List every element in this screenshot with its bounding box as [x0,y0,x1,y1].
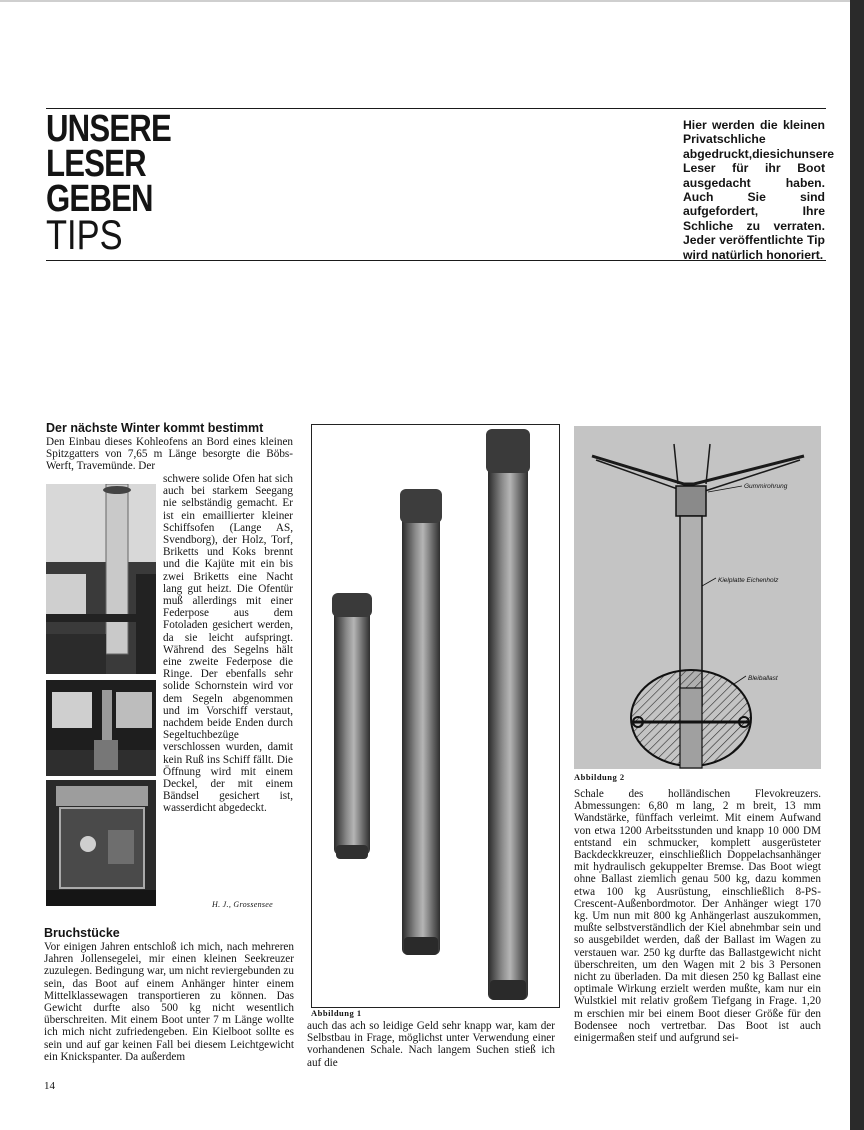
article1-heading: Der nächste Winter kommt bestimmt [46,421,264,435]
article2-heading: Bruchstücke [44,926,120,940]
drawing-label: Bleiballast [748,675,778,682]
article2-column2: auch das ach so leidige Geld sehr knapp war, kam der Selbstbau in Frage, möglichst unter Verwendung einer vorhandenen Schale. Nach langem Suchen stieß ich auf die [307,1020,555,1069]
banner-title-line: UNSERE [46,108,171,150]
figure1-caption: Abbildung 1 [311,1008,362,1018]
page-top-edge [0,0,864,2]
drawing-label: Gummirohrung [744,483,788,490]
stove-photo-exterior [46,484,156,674]
banner-title-line: TIPS [46,211,123,258]
article1-lead: Den Einbau dieses Kohleofens an Bord eines kleinen Spitzgatters von 7,65 m Länge besorgte die Böbs-Werft, Travemünde. Der [46,436,293,473]
article2-column1: Vor einigen Jahren entschloß ich mich, nach mehreren Jahren Jollensegelei, mir einen kleinen Seekreuzer zuzulegen. Bedingung war, um nicht reviergebunden zu sein, das Boot auf einem Anhänger hinter einem Mittelklassewagen transportieren zu können. Das Gewicht durfte also 500 kg nicht wesentlich überschreiten. Mit einem Boot unter 7 m Länge wollte ich mich nicht zufriedengeben. Ein Kielboot sollte es sein und auf gar keinen Fall bei diesem Leichtgewicht ein Knickspanter. Da außerdem [44,941,294,1063]
scan-edge-shadow [850,0,864,1130]
drawing-label: Kielplatte Eichenholz [718,577,779,584]
stove-photo-cabin [46,680,156,776]
banner-title [46,108,171,258]
figure2-drawing [574,426,821,769]
page-number: 14 [44,1080,55,1092]
figure1-photo [311,424,560,1008]
article2-column3: Schale des holländischen Flevokreuzers. Abmessungen: 6,80 m lang, 2 m breit, 13 mm Wandstärke, fünffach verleimt. Mit einem Aufwand von etwa 1200 Arbeitsstunden und knapp 10 000 DM entstand ein schmucker, komplett ausgerüsteter Backdeckkreuzer, einschließlich Doppelachsanhänger mit hydraulisch gekuppelter Bremse. Das Boot wiegt ohne Ballast ziemlich genau 500 kg, dazu kommen etwa 100 kg Ausrüstung, einschließlich 8-PS-Crescent-Außenbordmotor. Der Anhänger wiegt 170 kg. Um nun mit 800 kg Anhängerlast auszukommen, mußte selbstverständlich der Kiel abnehmbar sein und so ausgebildet werden, daß der Ballast im Wagen zu verstauen war. 250 kg durfte das Ballastgewicht nicht überschreiten, um den Wagen mit 2 bis 3 Personen nicht zu überladen. Da mit diesen 250 kg Ballast eine optimale Wirkung erzielt werden mußte, kam nur ein Wulstkiel mit relativ großem Tiefgang in Frage. 1,20 m erschien mir bei einem Boot dieser Größe für den Bodensee noch vertretbar. Das Boot ist auch einigermaßen steif und aufgrund sei- [574,788,821,1045]
banner-intro: Hier werden die kleinen Privatschliche abgedruckt,diesichunsere Leser für ihr Boot ausgedacht haben. Auch Sie sind aufgefordert, Ihre Schliche zu verraten. Jeder veröffentlichte Tip wird natürlich honoriert. [683,118,835,262]
article1-wrap-text: schwere solide Ofen hat sich auch bei starkem Seegang nie selbständig gemacht. Er ist ein emaillierter kleiner Schiffsofen (Lange AS, Svendborg), der Holz, Torf, Briketts und Koks brennt und die Kajüte mit ein bis zwei Briketts eine Nacht lang gut heizt. Die Ofentür muß allerdings mit einer Federpose aus dem Fotoladen gesichert werden, da sie leicht aufspringt. Während des Segelns hält eine zweite Federpose die Ringe. Der ebenfalls sehr solide Schornstein wird vor dem Segeln abgenommen und im Vorschiff verstaut, nachdem beide Enden durch Segeltuchbezüge verschlossen wurden, damit kein Ruß ins Schiff fällt. Die Öffnung wird mit einem Deckel, der mit einem Bändsel gesichert ist, wasserdicht abgedeckt. [163,473,293,815]
stove-photo-closeup [46,780,156,906]
figure2-caption: Abbildung 2 [574,772,625,782]
banner-title-line: GEBEN [46,178,153,220]
article1-signature: H. J., Grossensee [212,900,274,909]
banner-title-line: LESER [46,143,146,185]
